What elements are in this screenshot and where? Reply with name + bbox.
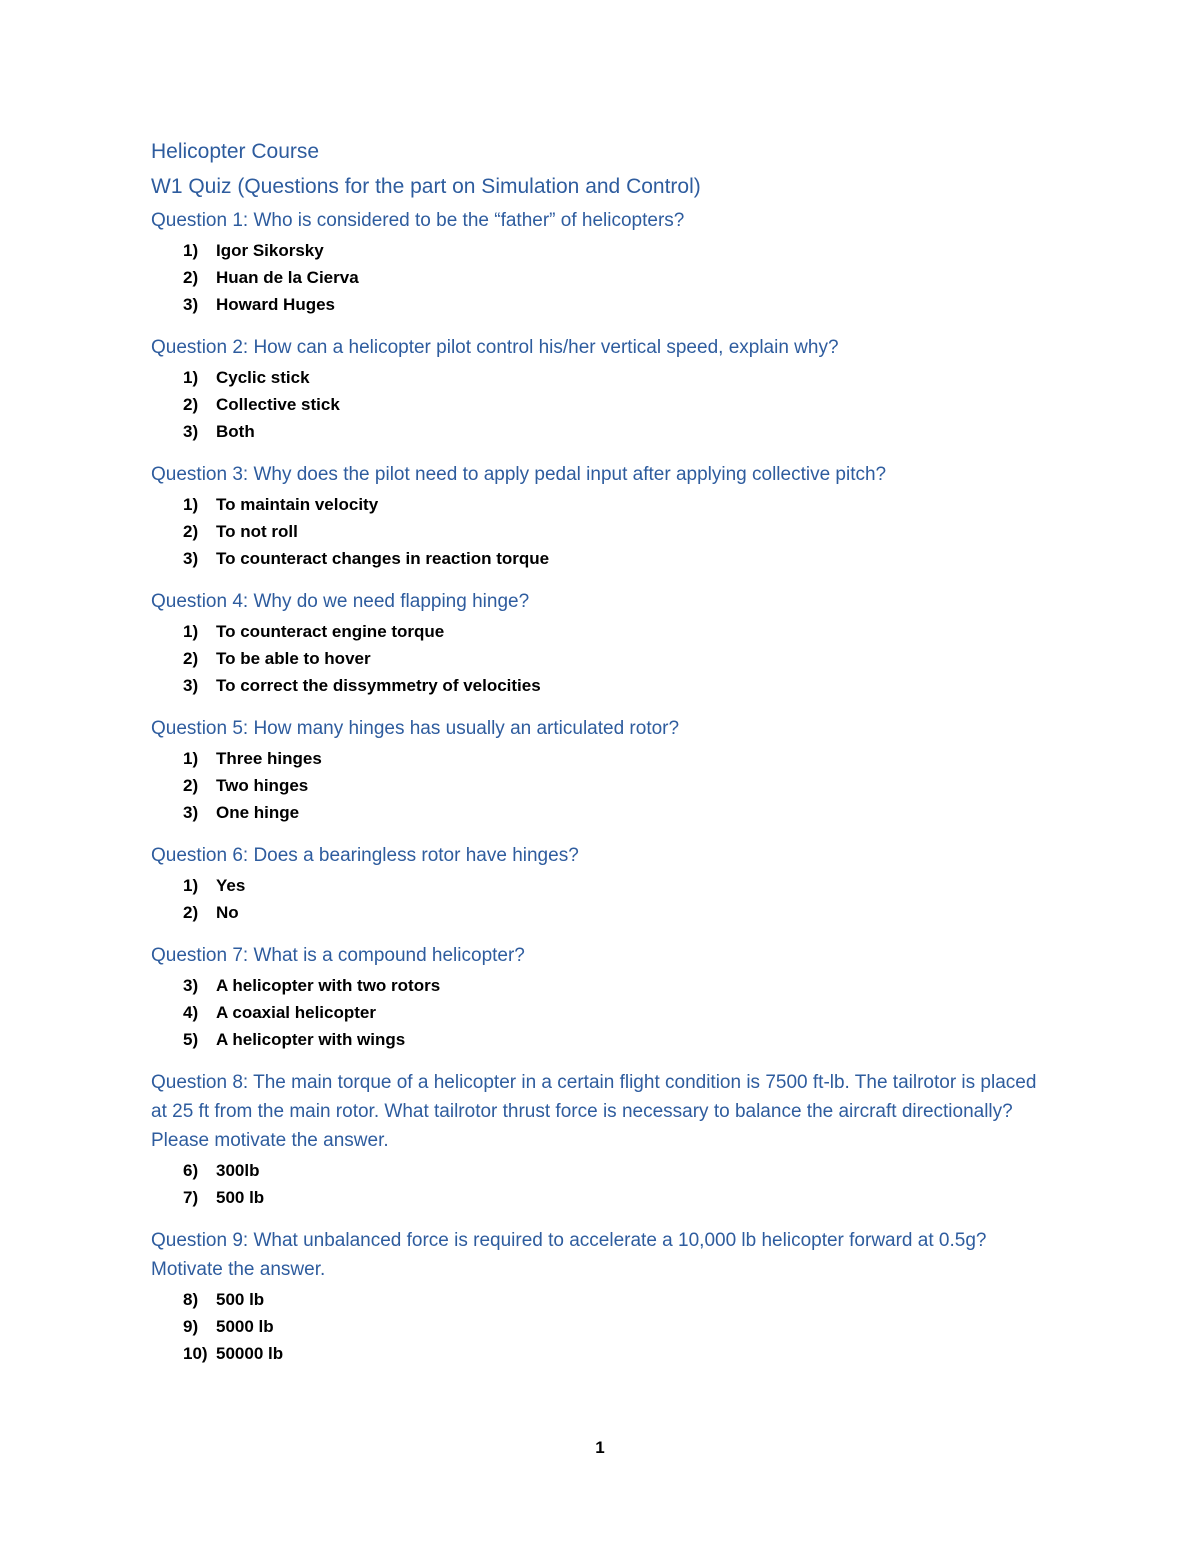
question-text: Question 2: How can a helicopter pilot control his/her vertical speed, explain why? (151, 337, 839, 358)
answer-option (151, 899, 1051, 926)
answer-list (151, 1286, 1051, 1367)
question-text: Question 8: The main torque of a helicopter in a certain flight condition is 7500 ft-lb. The tailrotor is placed at 25 ft from the main rotor. What tailrotor thrust force is necessary to balance the aircraft directionally? Please motivate the answer. (151, 1072, 1037, 1151)
answer-number: 2) (183, 522, 199, 541)
answer-label: To counteract engine torque (216, 622, 445, 641)
question-block (151, 1226, 1051, 1367)
question-block (151, 587, 1051, 699)
answer-option (151, 291, 1051, 318)
answer-label: 500 lb (216, 1188, 265, 1207)
answer-option (151, 1286, 1051, 1313)
answer-option (151, 1026, 1051, 1053)
answer-number: 1) (183, 622, 199, 641)
answer-label: A helicopter with wings (216, 1030, 406, 1049)
answer-number: 1) (183, 368, 199, 387)
answer-number: 1) (183, 749, 199, 768)
answer-label: To be able to hover (216, 649, 371, 668)
answer-list (151, 745, 1051, 826)
question-block (151, 841, 1051, 926)
answer-label: Collective stick (216, 395, 340, 414)
question-block (151, 714, 1051, 826)
answer-number: 9) (183, 1317, 199, 1336)
answer-label: 5000 lb (216, 1317, 274, 1336)
answer-label: No (216, 903, 239, 922)
question-block (151, 1068, 1051, 1211)
answer-label: Howard Huges (216, 295, 336, 314)
answer-option (151, 1313, 1051, 1340)
answer-list (151, 972, 1051, 1053)
answer-option (151, 772, 1051, 799)
question-block (151, 460, 1051, 572)
answer-option (151, 872, 1051, 899)
answer-label: 300lb (216, 1161, 260, 1180)
question-text: Question 1: Who is considered to be the “father” of helicopters? (151, 210, 685, 231)
question-block (151, 941, 1051, 1053)
answer-option (151, 364, 1051, 391)
answer-option (151, 545, 1051, 572)
answer-list (151, 1157, 1051, 1211)
answer-number: 2) (183, 776, 199, 795)
answer-list (151, 491, 1051, 572)
question-text: Question 9: What unbalanced force is required to accelerate a 10,000 lb helicopter forward at 0.5g? Motivate the answer. (151, 1230, 987, 1280)
answer-number: 5) (183, 1030, 199, 1049)
answer-number: 3) (183, 676, 199, 695)
answer-number: 3) (183, 976, 199, 995)
answer-number: 4) (183, 1003, 199, 1022)
answer-list (151, 364, 1051, 445)
answer-option (151, 518, 1051, 545)
answer-option (151, 645, 1051, 672)
answer-number: 10) (183, 1344, 208, 1363)
answer-option (151, 745, 1051, 772)
answer-label: To maintain velocity (216, 495, 379, 514)
answer-label: To not roll (216, 522, 298, 541)
answer-label: 500 lb (216, 1290, 265, 1309)
answer-option (151, 391, 1051, 418)
answer-list (151, 618, 1051, 699)
answer-label: One hinge (216, 803, 300, 822)
answer-number: 3) (183, 549, 199, 568)
answer-option (151, 1184, 1051, 1211)
answer-option (151, 418, 1051, 445)
answer-label: Yes (216, 876, 246, 895)
answer-label: A coaxial helicopter (216, 1003, 376, 1022)
answer-option (151, 237, 1051, 264)
answer-number: 3) (183, 295, 199, 314)
answer-label: Igor Sikorsky (216, 241, 324, 260)
answer-number: 2) (183, 395, 199, 414)
answer-option (151, 1157, 1051, 1184)
answer-option (151, 264, 1051, 291)
page-number: 1 (595, 1438, 605, 1457)
question-block (151, 206, 1051, 318)
answer-option (151, 618, 1051, 645)
answer-label: To counteract changes in reaction torque (216, 549, 550, 568)
question-block (151, 333, 1051, 445)
question-text: Question 5: How many hinges has usually an articulated rotor? (151, 718, 680, 739)
answer-option (151, 1340, 1051, 1367)
answer-list (151, 872, 1051, 926)
answer-number: 1) (183, 876, 199, 895)
answer-label: Both (216, 422, 255, 441)
answer-number: 1) (183, 495, 199, 514)
question-text: Question 7: What is a compound helicopter? (151, 945, 525, 966)
answer-number: 2) (183, 268, 199, 287)
answer-number: 8) (183, 1290, 199, 1309)
answer-option (151, 999, 1051, 1026)
question-text: Question 4: Why do we need flapping hinge? (151, 591, 530, 612)
quiz-subtitle: W1 Quiz (Questions for the part on Simulation and Control) (151, 175, 701, 198)
answer-list (151, 237, 1051, 318)
answer-number: 6) (183, 1161, 199, 1180)
question-text: Question 6: Does a bearingless rotor have hinges? (151, 845, 579, 866)
answer-number: 1) (183, 241, 199, 260)
document-body (151, 138, 1051, 1382)
answer-label: Cyclic stick (216, 368, 310, 387)
answer-number: 2) (183, 649, 199, 668)
answer-label: A helicopter with two rotors (216, 976, 441, 995)
answer-option (151, 972, 1051, 999)
answer-label: To correct the dissymmetry of velocities (216, 676, 541, 695)
answer-label: Huan de la Cierva (216, 268, 359, 287)
question-text: Question 3: Why does the pilot need to apply pedal input after applying collective pitch? (151, 464, 887, 485)
document-title: Helicopter Course (151, 140, 320, 163)
answer-option (151, 799, 1051, 826)
answer-label: Three hinges (216, 749, 322, 768)
answer-option (151, 672, 1051, 699)
answer-label: 50000 lb (216, 1344, 284, 1363)
answer-number: 7) (183, 1188, 199, 1207)
answer-label: Two hinges (216, 776, 309, 795)
answer-number: 3) (183, 803, 199, 822)
answer-number: 2) (183, 903, 199, 922)
answer-number: 3) (183, 422, 199, 441)
answer-option (151, 491, 1051, 518)
